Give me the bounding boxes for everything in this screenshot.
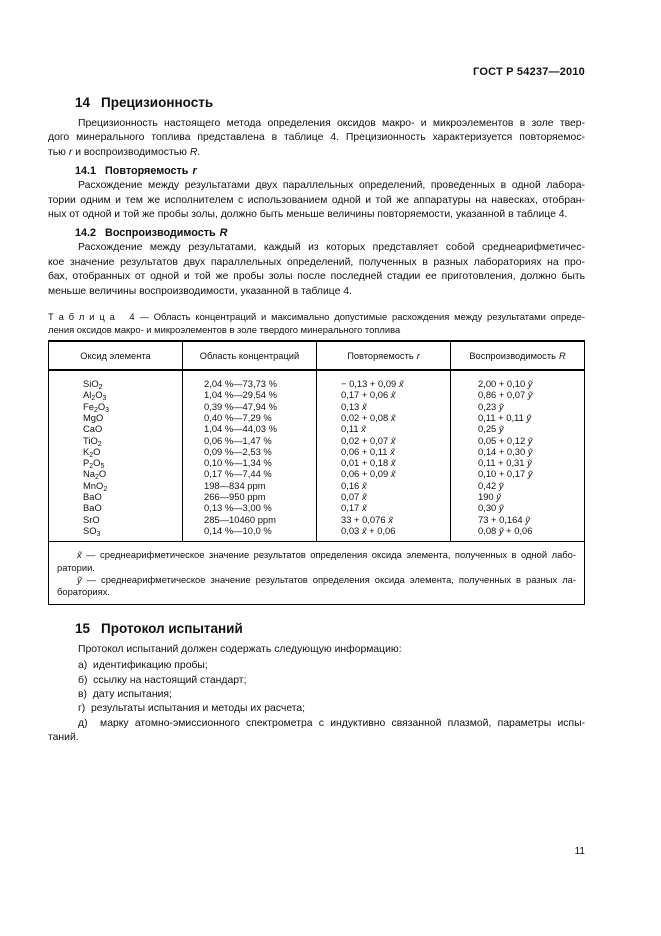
table-row xyxy=(49,514,585,525)
section-14-heading xyxy=(48,95,585,110)
repeatability-cell: 0,07 x̃ xyxy=(317,491,451,502)
table-row xyxy=(49,423,585,434)
section-15-heading xyxy=(48,621,585,636)
table-4-footnotes xyxy=(49,542,585,605)
section-14-title: Прецизионность xyxy=(101,95,214,110)
table-row xyxy=(49,468,585,479)
column-header-repeatability: Повторяемость r xyxy=(317,341,451,370)
reproducibility-cell: 0,08 ỹ + 0,06 xyxy=(478,524,533,536)
column-header-range: Область концентраций xyxy=(183,341,317,370)
section-15-list xyxy=(48,659,585,745)
table-row xyxy=(49,491,585,502)
oxide-cell: BaO xyxy=(49,491,183,502)
reproducibility-cell: 0,05 + 0,12 ỹ xyxy=(478,434,533,446)
table-4-caption xyxy=(48,310,585,336)
section-14-1-title: Повторяемость xyxy=(105,165,189,178)
table-row xyxy=(49,435,585,446)
reproducibility-cell: 0,42 ỹ xyxy=(478,479,504,491)
repeatability-cell: 0,16 x̃ xyxy=(317,480,451,491)
section-14-1-heading xyxy=(48,165,585,177)
range-cell: 0,09 %—2,53 % xyxy=(183,446,317,457)
oxide-cell: $Al_2O_3$ xyxy=(49,389,183,400)
repeatability-cell: 0,01 + 0,18 x̃ xyxy=(317,457,451,468)
reproducibility-cell: 190 ỹ xyxy=(478,491,501,503)
table-row xyxy=(49,446,585,457)
range-cell: 0,10 %—1,34 % xyxy=(183,457,317,468)
range-cell: 0,06 %—1,47 % xyxy=(183,435,317,446)
table-4 xyxy=(48,340,585,605)
text-line: а) идентификацию пробы; xyxy=(78,660,208,672)
page-number: 11 xyxy=(574,846,585,857)
list-item xyxy=(48,702,585,716)
oxide-cell: MgO xyxy=(49,412,183,423)
range-cell: 0,17 %—7,44 % xyxy=(183,468,317,479)
range-cell: 266—950 ppm xyxy=(183,491,317,502)
range-cell: 0,13 %—3,00 % xyxy=(183,502,317,513)
table-row xyxy=(49,525,585,542)
reproducibility-cell: 0,11 + 0,11 ỹ xyxy=(478,411,532,423)
list-item xyxy=(48,659,585,673)
reproducibility-cell: 73 + 0,164 ỹ xyxy=(478,513,530,525)
text-line: дого минерального топлива представлена в таблице 4. Прецизионность характеризуется повторяемос- xyxy=(48,132,585,144)
text-line: д) марку атомно-эмиссионного спектрометра с индуктивно связанной плазмой, параметры испы- xyxy=(78,717,585,729)
section-14-2-number: 14.2 xyxy=(75,227,97,240)
list-item xyxy=(48,717,585,746)
table-row xyxy=(49,480,585,491)
range-cell: 285—10460 ppm xyxy=(183,514,317,525)
section-14-2-symbol: R xyxy=(219,227,228,240)
text-line: ных от одной и той же пробы золы, должно быть меньше величины повторяемости, указанной в таблице 4. xyxy=(48,209,568,221)
text-line: б) ссылку на настоящий стандарт; xyxy=(78,674,247,686)
text-line: меньше величины воспроизводимости, указанной в таблице 4. xyxy=(48,285,352,297)
document-number: ГОСТ Р 54237—2010 xyxy=(473,66,585,78)
repeatability-cell: 33 + 0,076 x̃ xyxy=(317,514,451,525)
range-cell: 1,04 %—29,54 % xyxy=(183,389,317,400)
column-header-reproducibility: Воспроизводимость R xyxy=(451,341,585,370)
oxide-cell: BaO xyxy=(49,502,183,513)
oxide-cell: $Fe_2O_3$ xyxy=(49,401,183,412)
range-cell: 1,04 %—44,03 % xyxy=(183,423,317,434)
repeatability-cell: 0,06 + 0,09 x̃ xyxy=(317,468,451,479)
section-14-1-symbol: r xyxy=(192,165,197,178)
reproducibility-cell: 0,11 + 0,31 ỹ xyxy=(478,457,532,469)
repeatability-cell: 0,02 + 0,08 x̃ xyxy=(317,412,451,423)
reproducibility-cell: 0,25 ỹ xyxy=(478,423,504,435)
oxide-cell: CaO xyxy=(49,423,183,434)
text-line: Расхождение между результатами двух параллельных определений, проведенных в одной лабора- xyxy=(78,180,585,192)
text-line: x̃ — среднеарифметическое значение результатов определения оксида элемента, полученных в одной лабо- xyxy=(77,549,576,561)
section-15-title: Протокол испытаний xyxy=(101,620,243,636)
text-line: Прецизионность настоящего метода определения оксидов макро- и микроэлементов в золе твер- xyxy=(78,118,585,129)
table-row xyxy=(49,502,585,513)
repeatability-cell: 0,02 + 0,07 x̃ xyxy=(317,435,451,446)
reproducibility-cell: 2,00 + 0,10 ỹ xyxy=(478,378,533,390)
reproducibility-cell: 0,23 ỹ xyxy=(478,400,504,412)
table-row xyxy=(49,389,585,400)
oxide-cell: $K_2O$ xyxy=(49,446,183,457)
text-line: тью r и воспроизводимостью R. xyxy=(48,146,201,158)
column-header-oxide: Оксид элемента xyxy=(49,341,183,370)
oxide-cell: TiO$_2$ xyxy=(49,435,183,446)
text-line: ỹ — среднеарифметическое значение результатов определения оксида элемента, полученных в разных ла- xyxy=(77,574,576,586)
text-line: бораториях. xyxy=(57,586,111,598)
page-content xyxy=(48,0,585,746)
oxide-cell: MnO$_2$ xyxy=(49,480,183,491)
table-footnote xyxy=(57,574,576,599)
section-14-intro-paragraph xyxy=(48,117,585,160)
section-15-intro-paragraph xyxy=(48,643,585,657)
reproducibility-cell: 0,86 + 0,07 ỹ xyxy=(478,389,533,401)
range-cell: 0,40 %—7,29 % xyxy=(183,412,317,423)
text-line: ления оксидов макро- и микроэлементов в золе твердого минерального топлива xyxy=(48,324,401,336)
range-cell: 0,14 %—10,0 % xyxy=(183,525,317,542)
section-14-2-paragraph xyxy=(48,241,585,299)
section-14-2-title: Воспроизводимость xyxy=(105,227,216,240)
list-item xyxy=(48,688,585,702)
text-line: Т а б л и ц а 4 — Область концентраций и максимально допустимые расхождения между результатами опреде- xyxy=(48,311,585,323)
table-4-header xyxy=(49,341,585,370)
table-row xyxy=(49,370,585,389)
text-line: г) результаты испытания и методы их расчета; xyxy=(78,703,306,715)
repeatability-cell: 0,11 x̃ xyxy=(317,423,451,434)
oxide-cell: $P_2O_5$ xyxy=(49,457,183,468)
table-row xyxy=(49,457,585,468)
section-14-1-number: 14.1 xyxy=(75,165,97,178)
text-line: кое значение результатов двух параллельных определений, полученных в разных лабораториях на про- xyxy=(48,256,585,268)
section-14-1-paragraph xyxy=(48,179,585,222)
range-cell: 198—834 ppm xyxy=(183,480,317,491)
list-item xyxy=(48,674,585,688)
text-line: Расхождение между результатами, каждый из которых представляет собой среднеарифметичес- xyxy=(78,242,585,254)
table-4-body xyxy=(49,370,585,542)
repeatability-cell: − 0,13 + 0,09 x̃ xyxy=(317,370,451,389)
table-row xyxy=(49,412,585,423)
section-14-number: 14 xyxy=(75,95,91,110)
text-line: таний. xyxy=(48,732,79,744)
repeatability-cell: 0,06 + 0,11 x̃ xyxy=(317,446,451,457)
oxide-cell: $SO_3$ xyxy=(49,525,183,542)
table-row xyxy=(49,401,585,412)
repeatability-cell: 0,17 x̃ xyxy=(317,502,451,513)
reproducibility-cell: 0,30 ỹ xyxy=(478,502,504,514)
range-cell: 0,39 %—47,94 % xyxy=(183,401,317,412)
reproducibility-cell: 0,14 + 0,30 ỹ xyxy=(478,445,533,457)
oxide-cell: SrO xyxy=(49,514,183,525)
range-cell: 2,04 %—73,73 % xyxy=(183,370,317,389)
section-15-number: 15 xyxy=(75,620,91,636)
repeatability-cell: 0,17 + 0,06 x̃ xyxy=(317,389,451,400)
reproducibility-cell: 0,10 + 0,17 ỹ xyxy=(478,468,533,480)
table-footnote xyxy=(57,549,576,574)
repeatability-cell: 0,13 x̃ xyxy=(317,401,451,412)
text-line: Протокол испытаний должен содержать следующую информацию: xyxy=(78,643,402,655)
repeatability-cell: 0,03 x̃ + 0,06 xyxy=(317,525,451,542)
section-14-2-heading xyxy=(48,227,585,239)
oxide-cell: $Na_2O$ xyxy=(49,468,183,479)
text-line: в) дату испытания; xyxy=(78,689,172,701)
text-line: ратории. xyxy=(57,561,95,573)
oxide-cell: SiO$_2$ xyxy=(49,370,183,389)
text-line: бах, отобранных от одной и той же пробы золы после последней стадии ее приготовления, должно быть xyxy=(48,271,585,283)
text-line: тории одним и тем же исполнителем с использованием одной и той же аппаратуры на навесках, отобран- xyxy=(48,194,585,206)
